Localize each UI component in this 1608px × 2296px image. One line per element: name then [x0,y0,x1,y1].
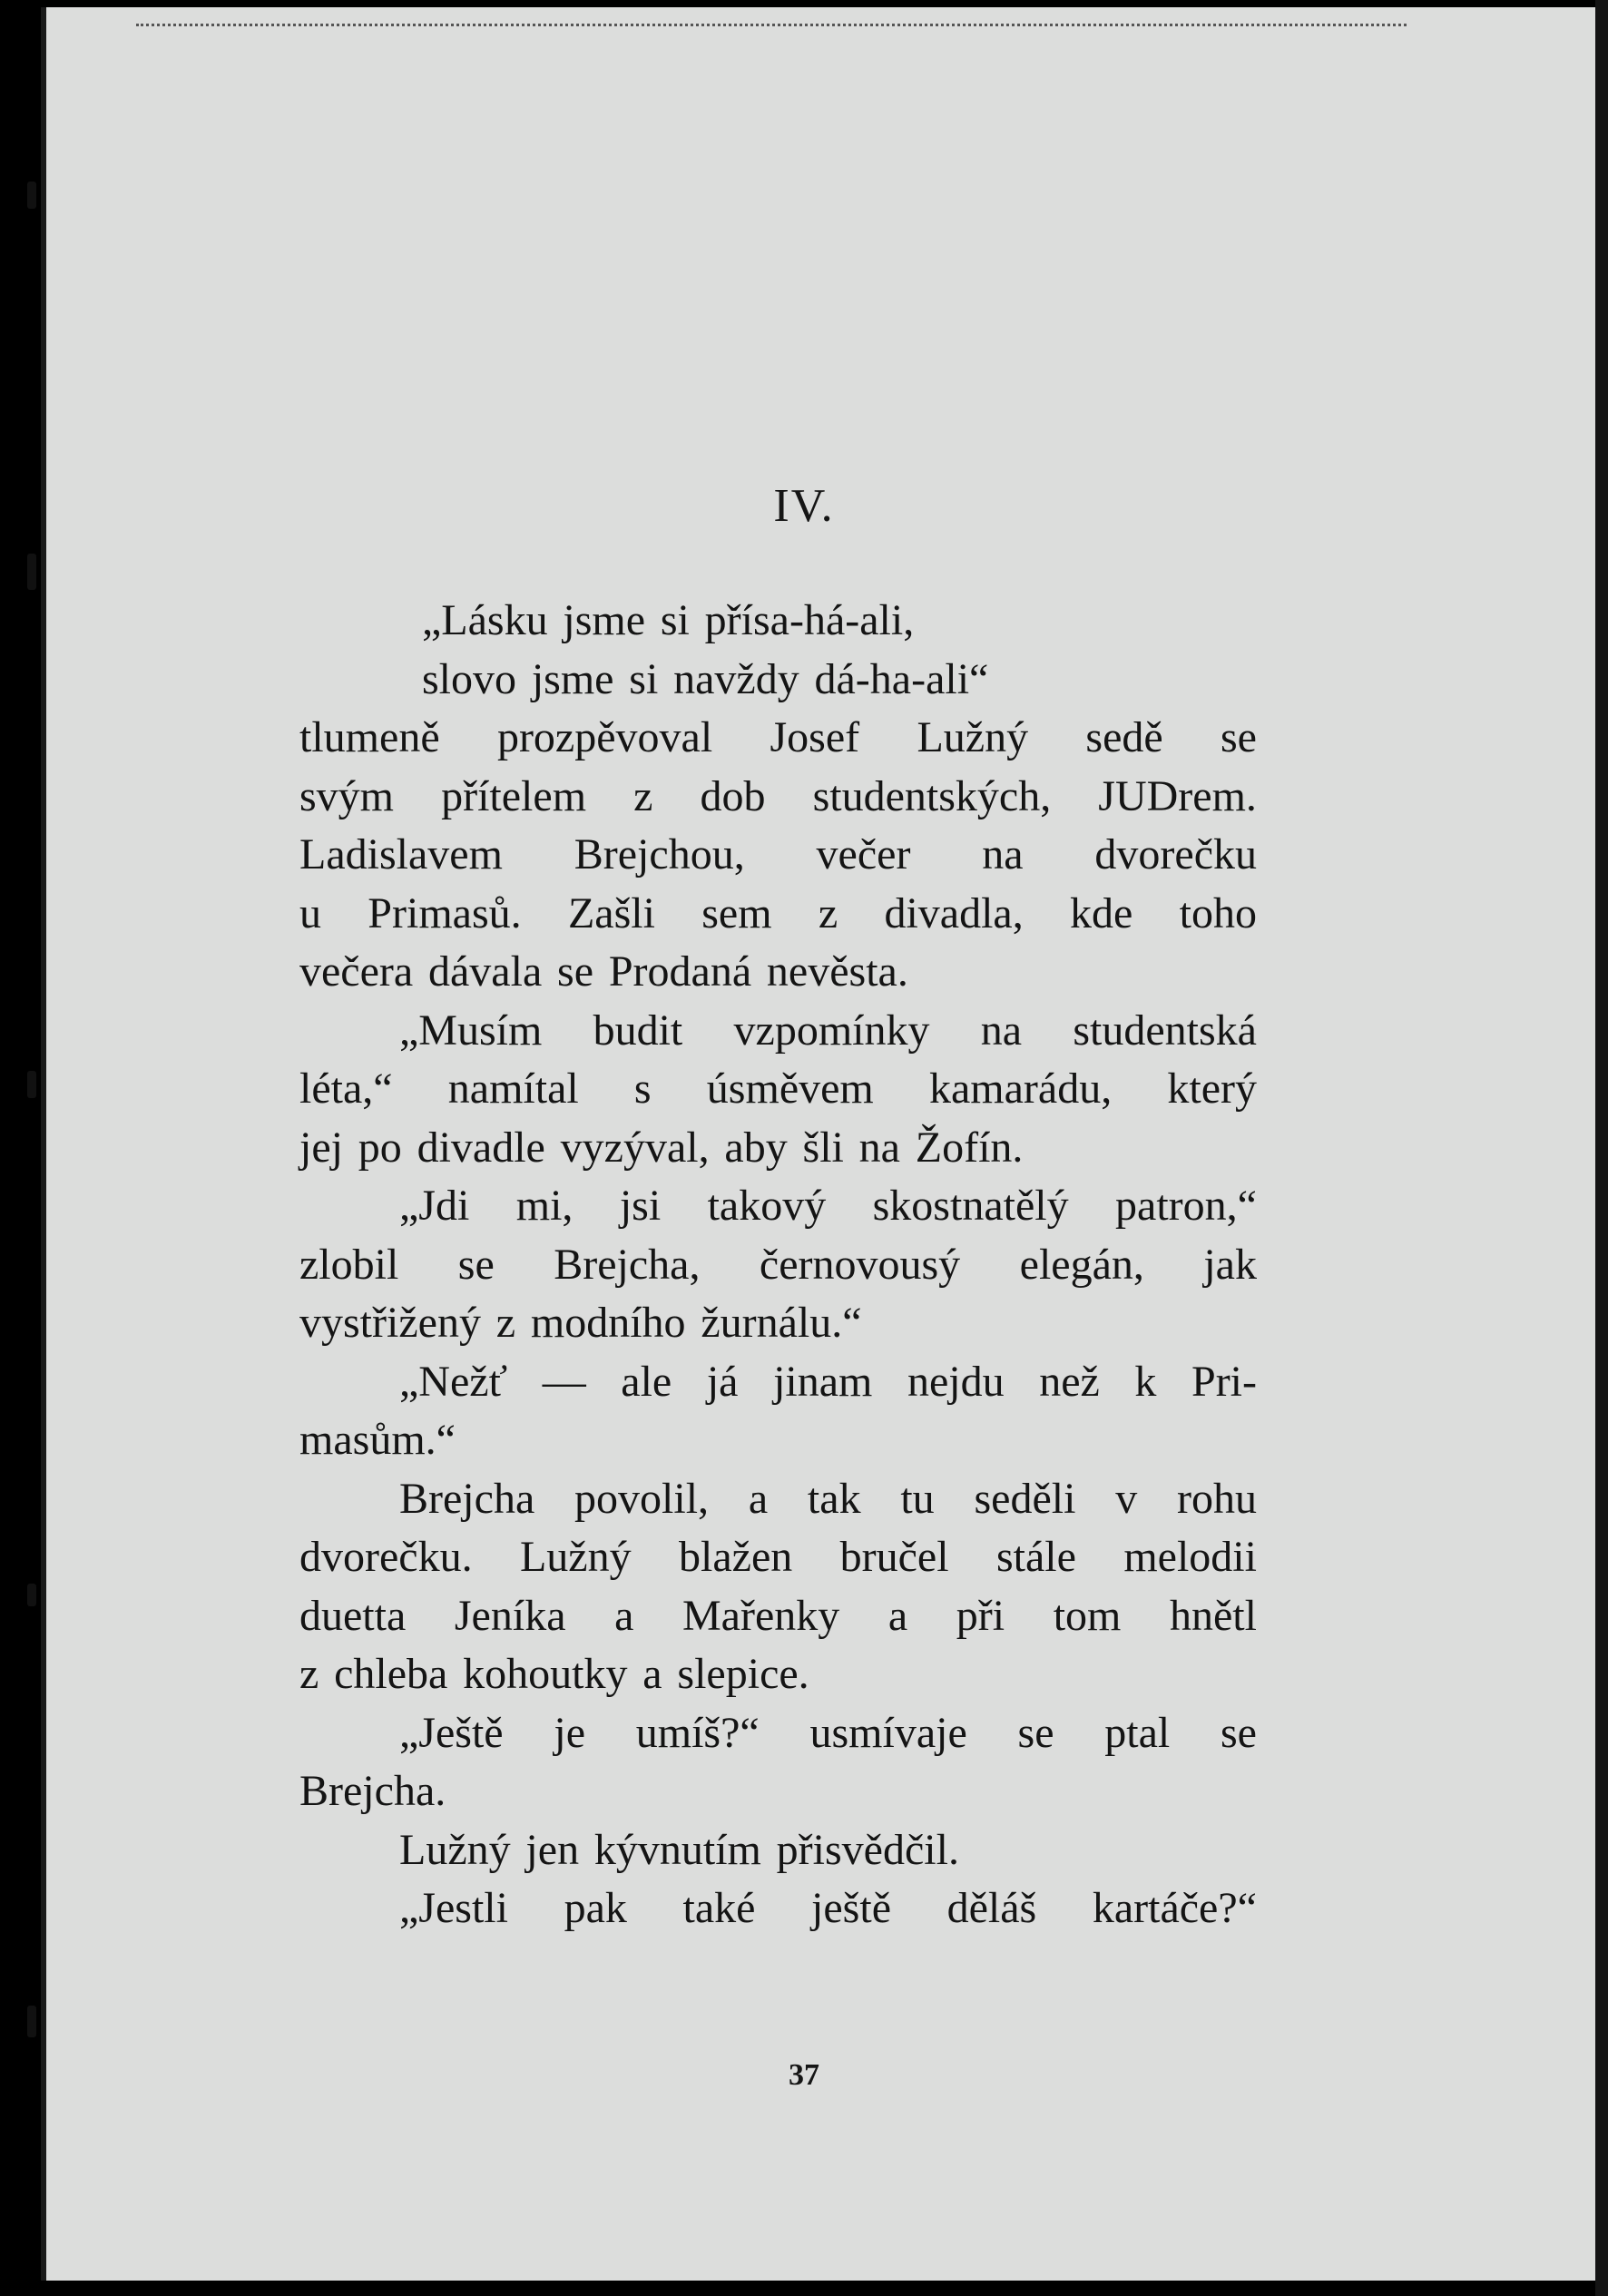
text-line: „Lásku jsme si přísa-há-ali, [422,596,915,644]
scan-border-right [1595,0,1608,2296]
binding-mark [27,1584,36,1606]
text-line: „Musím budit vzpomínky na studentská [399,1006,1257,1055]
text-line: „Jestli pak také ještě děláš kartáče?“ [399,1884,1257,1932]
binding-mark [27,2006,36,2037]
text-line: Ladislavem Brejchou, večer na dvorečku [299,830,1257,878]
text-line: duetta Jeníka a Mařenky a při tom hnětl [299,1591,1257,1640]
text-line: jej po divadle vyzýval, aby šli na Žofín. [299,1123,1024,1172]
text-line: „Nežť — ale já jinam nejdu než k Pri- [399,1357,1257,1406]
chapter-heading: IV. [773,480,835,532]
text-line: léta,“ namítal s úsměvem kamarádu, který [299,1065,1257,1113]
text-line: Brejcha povolil, a tak tu seděli v rohu [399,1474,1257,1523]
text-line: Lužný jen kývnutím přisvědčil. [399,1825,959,1874]
text-line: „Ještě je umíš?“ usmívaje se ptal se [399,1708,1257,1757]
text-line: zlobil se Brejcha, černovousý elegán, jak [299,1240,1257,1289]
text-line: svým přítelem z dob studentských, JUDrem. [299,771,1257,820]
text-line: Brejcha. [299,1767,446,1815]
text-line: dvorečku. Lužný blažen bručel stále melodii [299,1533,1257,1581]
text-line: z chleba kohoutky a slepice. [299,1650,809,1698]
text-line: masům.“ [299,1416,456,1464]
text-line: vystřižený z modního žurnálu.“ [299,1299,862,1347]
text-line: u Primasů. Zašli sem z divadla, kde toho [299,888,1257,937]
text-line: tlumeně prozpěvoval Josef Lužný sedě se [299,713,1257,761]
page-number: 37 [789,2058,819,2092]
body-text [299,592,1257,1938]
text-line: „Jdi mi, jsi takový skostnatělý patron,“ [399,1182,1257,1230]
text-line: slovo jsme si navždy dá-ha-ali“ [422,654,989,703]
binding-mark [27,182,36,209]
scan-edge-marks [136,24,1407,30]
binding-mark [27,1071,36,1098]
binding-mark [27,554,36,590]
text-line: večera dávala se Prodaná nevěsta. [299,947,908,996]
